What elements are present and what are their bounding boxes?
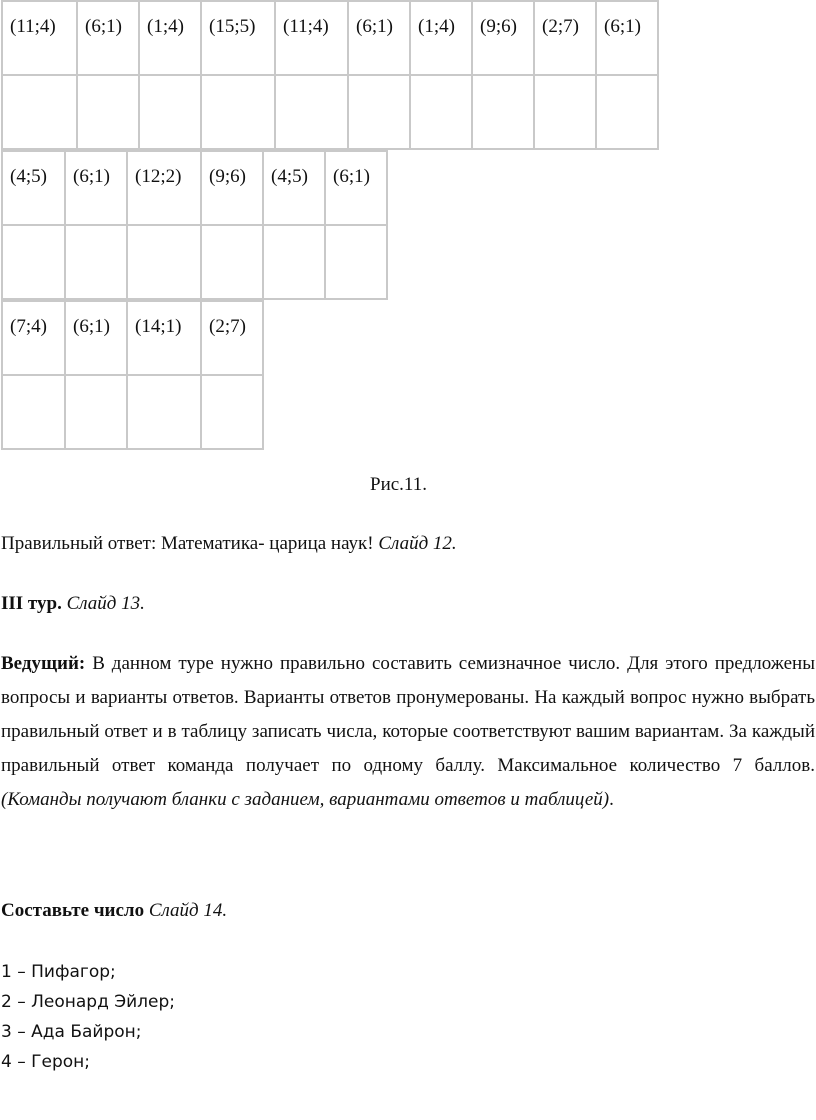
coord-cell: (6;1) [77, 1, 139, 75]
coordinates-table-1 [1, 0, 659, 150]
list-item: 2 – Леонард Эйлер; [1, 992, 176, 1012]
coord-cell: (9;6) [472, 1, 534, 75]
coord-cell: (9;6) [201, 151, 263, 225]
answer-options-list [1, 957, 175, 1077]
answer-cell [325, 225, 387, 299]
compose-heading [1, 894, 815, 928]
answer-cell [348, 75, 410, 149]
coord-cell: (7;4) [2, 301, 65, 375]
answer-cell [201, 375, 263, 449]
coord-cell: (2;7) [201, 301, 263, 375]
host-text: В данном туре нужно правильно составить семизначное число. Для этого предложены вопросы и варианты ответов. Варианты ответов пронумерованы. На каждый вопрос нужно выбрать правильный ответ и в таблицу записать числа, которые соответствуют вашим вариантам. За каждый правильный ответ команда получает по одному баллу. Максимальное количество 7 баллов. [1, 653, 815, 776]
answer-cell [201, 225, 263, 299]
answer-line [1, 527, 815, 561]
coord-cell: (6;1) [325, 151, 387, 225]
answer-cell [275, 75, 348, 149]
answer-slide: Слайд 12. [378, 533, 457, 554]
answer-cell [472, 75, 534, 149]
coord-cell: (6;1) [596, 1, 658, 75]
coord-cell: (4;5) [2, 151, 65, 225]
answer-cell [127, 375, 201, 449]
round-title: III тур. [1, 593, 62, 614]
compose-slide: Слайд 14. [148, 900, 228, 921]
coord-cell: (15;5) [201, 1, 275, 75]
host-paragraph [1, 647, 815, 817]
answer-cell [65, 375, 127, 449]
answer-cell [127, 225, 201, 299]
coord-cell: (11;4) [2, 1, 77, 75]
round-heading [1, 587, 815, 621]
coord-cell: (6;1) [348, 1, 410, 75]
host-label: Ведущий: [1, 653, 86, 674]
answer-cell [534, 75, 596, 149]
answer-cell [65, 225, 127, 299]
coord-cell: (6;1) [65, 151, 127, 225]
answer-cell [263, 225, 325, 299]
host-end: . [609, 789, 614, 810]
list-item: 1 – Пифагор; [1, 962, 116, 982]
answer-cell [201, 75, 275, 149]
coord-cell: (11;4) [275, 1, 348, 75]
coord-cell: (2;7) [534, 1, 596, 75]
coord-cell: (14;1) [127, 301, 201, 375]
answer-cell [2, 75, 77, 149]
list-item: 4 – Герон; [1, 1052, 90, 1072]
answer-cell [2, 225, 65, 299]
coordinates-table-2 [1, 150, 388, 300]
coord-cell: (6;1) [65, 301, 127, 375]
answer-text: Правильный ответ: Математика- царица наук! [1, 533, 379, 554]
list-item: 3 – Ада Байрон; [1, 1022, 142, 1042]
coord-cell: (1;4) [139, 1, 201, 75]
compose-title: Составьте число [1, 900, 145, 921]
figure-caption: Рис.11. [370, 474, 427, 495]
coord-cell: (1;4) [410, 1, 472, 75]
answer-cell [139, 75, 201, 149]
coord-cell: (12;2) [127, 151, 201, 225]
coordinates-table-3 [1, 300, 264, 450]
round-slide: Слайд 13. [66, 593, 145, 614]
host-note: (Команды получают бланки с заданием, вариантами ответов и таблицей) [1, 789, 610, 810]
coord-cell: (4;5) [263, 151, 325, 225]
answer-cell [2, 375, 65, 449]
answer-cell [596, 75, 658, 149]
answer-cell [77, 75, 139, 149]
answer-cell [410, 75, 472, 149]
